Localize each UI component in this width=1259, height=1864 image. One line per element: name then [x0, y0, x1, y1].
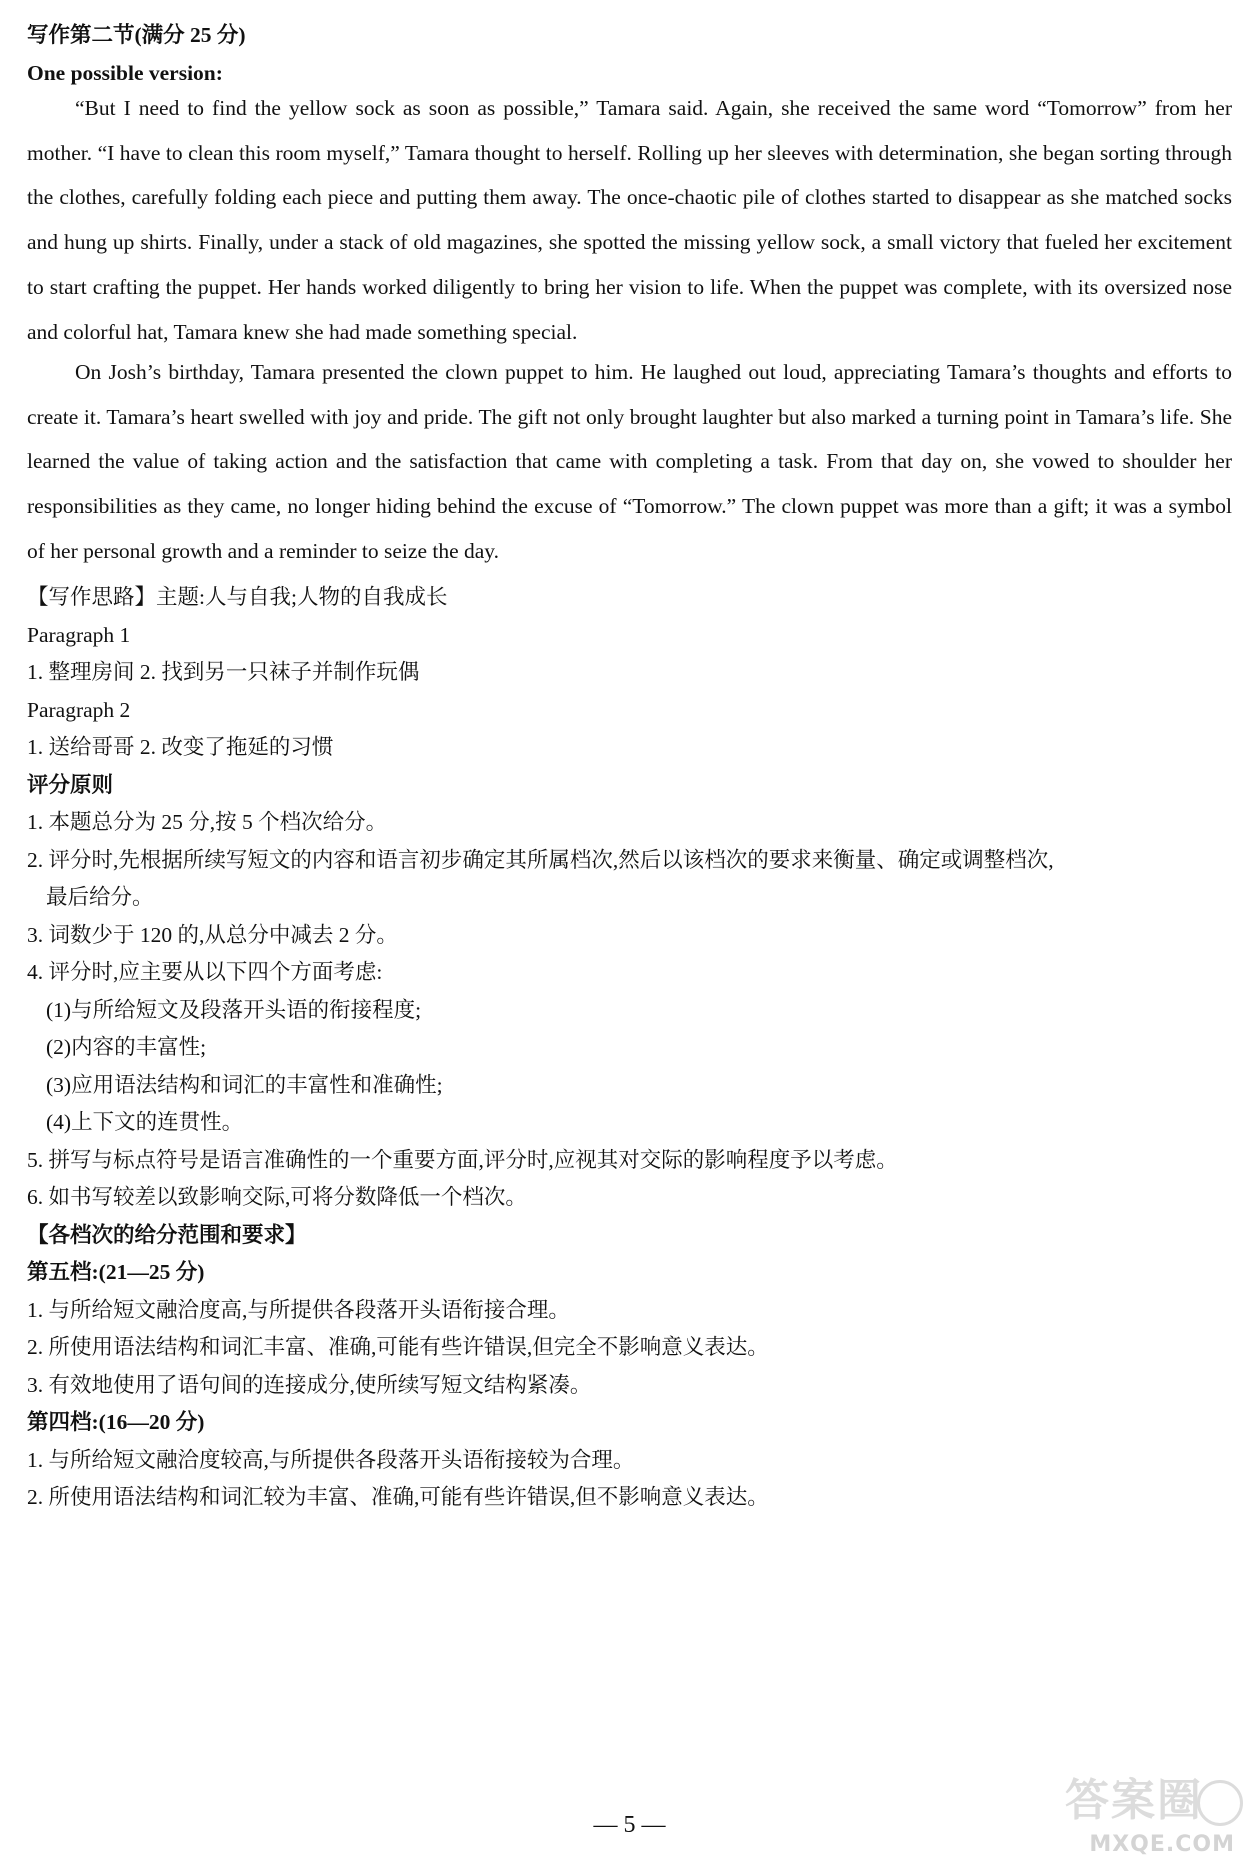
watermark-seal-icon — [1197, 1780, 1243, 1826]
scoring-principles-heading: 评分原则 — [27, 773, 114, 797]
scoring-item-4-sub-1: (1)与所给短文及段落开头语的衔接程度; — [46, 998, 422, 1022]
grade-bands-heading: 【各档次的给分范围和要求】 — [27, 1223, 307, 1247]
band-4-item-1: 1. 与所给短文融洽度较高,与所提供各段落开头语衔接较为合理。 — [27, 1448, 635, 1472]
version-label: One possible version: — [27, 61, 223, 85]
paragraph-2-heading: Paragraph 2 — [27, 698, 131, 722]
band-5-item-2: 2. 所使用语法结构和词汇丰富、准确,可能有些许错误,但完全不影响意义表达。 — [27, 1335, 769, 1359]
watermark-url: MXQE.COM — [1089, 1832, 1235, 1857]
scoring-item-2-line-2: 最后给分。 — [46, 885, 154, 909]
page-number: — 5 — — [593, 1812, 666, 1838]
essay-paragraph-1: “But I need to find the yellow sock as soon as possible,” Tamara said. Again, she received the same word “Tomorrow” from her mother. “I have to clean this room myself,” Tamara thought to herself. Rolling up her sleeves with determination, she began sorting through the clothes, carefully folding each piece and putting them away. The once-chaotic pile of clothes started to disappear as she matched socks and hung up shirts. Finally, under a stack of old magazines, she spotted the missing yellow sock, a small victory that fueled her excitement to start crafting the puppet. Her hands worked diligently to bring her vision to life. When the puppet was complete, with its oversized nose and colorful hat, Tamara knew she had made something special. — [27, 96, 1232, 344]
watermark-text: 答案圈 — [1065, 1775, 1203, 1826]
band-5-item-1: 1. 与所给短文融洽度高,与所提供各段落开头语衔接合理。 — [27, 1298, 570, 1322]
band-4-item-2: 2. 所使用语法结构和词汇较为丰富、准确,可能有些许错误,但不影响意义表达。 — [27, 1485, 769, 1509]
band-5-item-3: 3. 有效地使用了语句间的连接成分,使所续写短文结构紧凑。 — [27, 1373, 592, 1397]
band-5-title: 第五档:(21—25 分) — [27, 1260, 205, 1284]
scoring-item-2-line-1: 2. 评分时,先根据所续写短文的内容和语言初步确定其所属档次,然后以该档次的要求来衡量、确定或调整档次, — [27, 848, 1054, 872]
writing-idea-label: 【写作思路】主题:人与自我;人物的自我成长 — [27, 585, 448, 609]
band-4-title: 第四档:(16—20 分) — [27, 1410, 205, 1434]
site-watermark — [1033, 1776, 1243, 1858]
scoring-item-4-sub-4: (4)上下文的连贯性。 — [46, 1110, 244, 1134]
scoring-item-4-sub-3: (3)应用语法结构和词汇的丰富性和准确性; — [46, 1073, 443, 1097]
scoring-item-6: 6. 如书写较差以致影响交际,可将分数降低一个档次。 — [27, 1185, 527, 1209]
scoring-item-3: 3. 词数少于 120 的,从总分中减去 2 分。 — [27, 923, 398, 947]
essay-paragraph-2: On Josh’s birthday, Tamara presented the clown puppet to him. He laughed out loud, appreciating Tamara’s thoughts and efforts to create it. Tamara’s heart swelled with joy and pride. The gift not only brought laughter but also marked a turning point in Tamara’s life. She learned the value of taking action and the satisfaction that came with completing a task. From that day on, she vowed to shoulder her responsibilities as they came, no longer hiding behind the excuse of “Tomorrow.” The clown puppet was more than a gift; it was a symbol of her personal growth and a reminder to seize the day. — [27, 360, 1232, 563]
scoring-item-1: 1. 本题总分为 25 分,按 5 个档次给分。 — [27, 810, 388, 834]
scoring-item-5: 5. 拼写与标点符号是语言准确性的一个重要方面,评分时,应视其对交际的影响程度予以考虑。 — [27, 1148, 898, 1172]
paragraph-2-points: 1. 送给哥哥 2. 改变了拖延的习惯 — [27, 735, 334, 759]
paragraph-1-points: 1. 整理房间 2. 找到另一只袜子并制作玩偶 — [27, 660, 420, 684]
paragraph-1-heading: Paragraph 1 — [27, 623, 131, 647]
scoring-item-4-sub-2: (2)内容的丰富性; — [46, 1035, 207, 1059]
section-title: 写作第二节(满分 25 分) — [27, 23, 246, 47]
scoring-item-4: 4. 评分时,应主要从以下四个方面考虑: — [27, 960, 383, 984]
